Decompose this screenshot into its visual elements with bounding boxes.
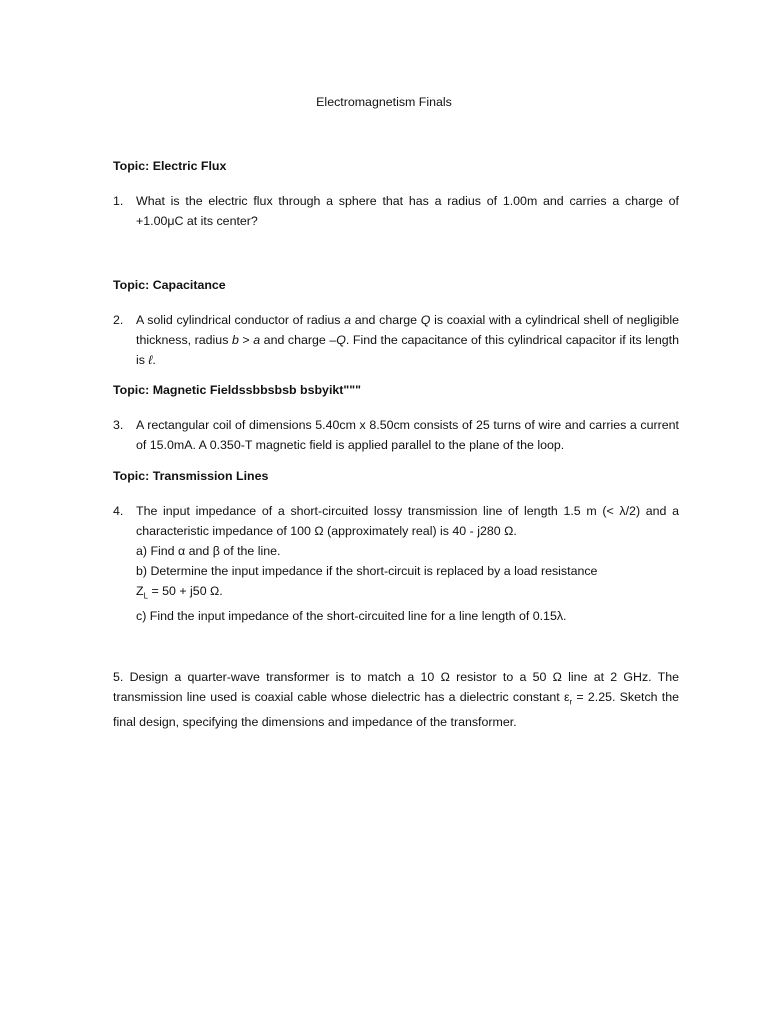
- part-c: c) Find the input impedance of the short-circuited line for a line length of 0.15λ.: [136, 609, 567, 624]
- symbol-a: a: [344, 313, 352, 327]
- question-5: [113, 667, 679, 732]
- question-3: [113, 415, 679, 455]
- question-text: A solid cylindrical conductor of radius a and charge Q is coaxial with a cylindrical shell of negligible thickness, radius b > a and charge –Q. Find the capacitance of this cylindrical capacitor if its length is ℓ.: [136, 313, 679, 367]
- load-impedance: $Z_L = 50 + j50$ Ω.: [136, 584, 223, 601]
- topic-transmission-lines: Topic: Transmission Lines: [113, 469, 269, 483]
- question-text: What is the electric flux through a sphere that has a radius of 1.00m and carries a charge of +1.00μC at its center?: [136, 194, 679, 228]
- part-b: b) Determine the input impedance if the short-circuit is replaced by a load resistance: [136, 564, 598, 578]
- question-text: A rectangular coil of dimensions 5.40cm x 8.50cm consists of 25 turns of wire and carries a current of 15.0mA. A 0.350-T magnetic field is applied parallel to the plane of the loop.: [136, 418, 679, 452]
- symbol-b: b: [231, 333, 239, 347]
- symbol-l: ℓ: [148, 353, 153, 367]
- question-text: 5. Design a quarter-wave transformer is to match a 10 Ω resistor to a 50 Ω line at 2 GHz. The transmission line used is coaxial cable whose dielectric has a dielectric constant ε: [113, 670, 679, 704]
- question-1: [113, 191, 679, 231]
- document-title: Electromagnetism Finals: [316, 95, 452, 109]
- part-a: a) Find α and β of the line.: [136, 544, 281, 558]
- topic-electric-flux: Topic: Electric Flux: [113, 159, 227, 173]
- epsilon-subscript: r: [569, 697, 573, 707]
- topic-capacitance: Topic: Capacitance: [113, 278, 226, 292]
- question-number: 4.: [113, 504, 124, 518]
- question-text: The input impedance of a short-circuited lossy transmission line of length 1.5 m (< λ/2) and a characteristic impedance of 100 Ω (approximately real) is 40 - j280 Ω.: [136, 504, 679, 538]
- question-2: [113, 310, 679, 370]
- topic-magnetic-fields: Topic: Magnetic Fieldssbbsbsb bsbyikt""": [113, 383, 362, 397]
- question-number: 3.: [113, 418, 124, 432]
- symbol-a: a: [253, 333, 261, 347]
- question-number: 2.: [113, 313, 124, 327]
- symbol-q: Q: [336, 333, 346, 347]
- question-4: [113, 501, 679, 626]
- question-number: 1.: [113, 194, 124, 208]
- symbol-q: Q: [420, 313, 431, 327]
- question-text-cont: = 2.25. Sketch the final design, specifying the dimensions and impedance of the transformer.: [113, 690, 680, 730]
